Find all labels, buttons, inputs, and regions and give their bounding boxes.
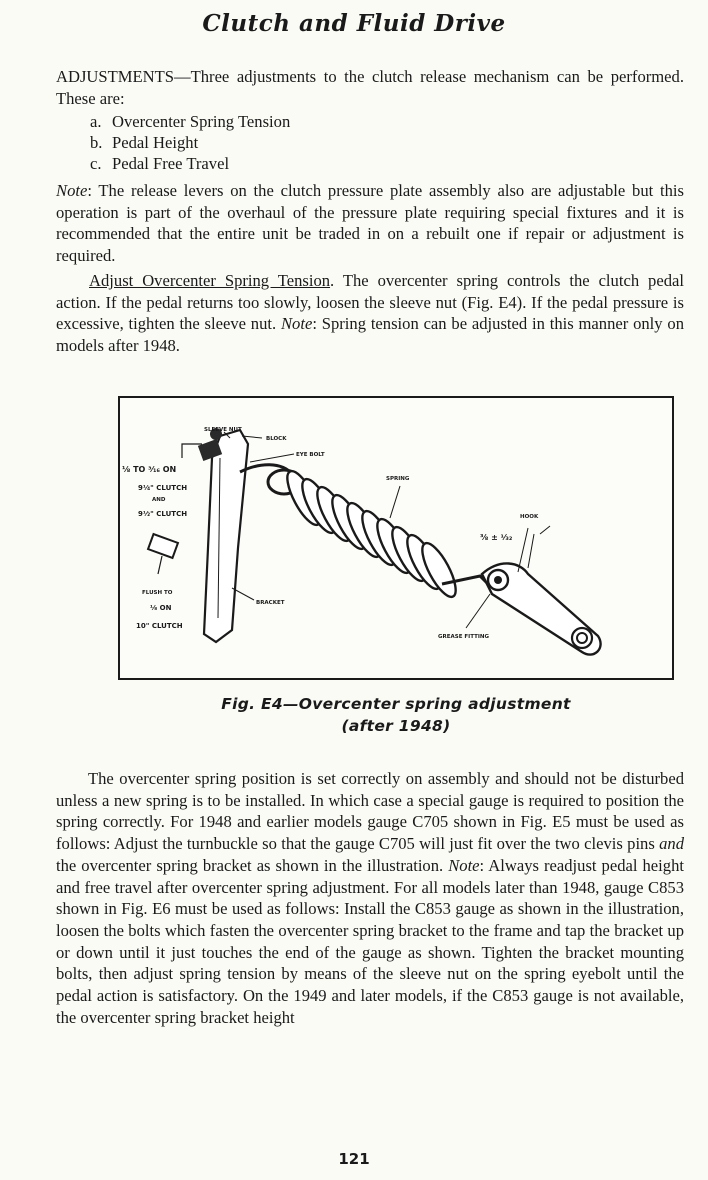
list-item (90, 132, 290, 153)
note-text: : The release levers on the clutch pressure plate assembly also are adjustable but this operation is part of the overhaul of the pressure plate requiring special fixtures and it is recommended that the entire unit be traded in on a rebuilt one if repair or adjustment is required. (56, 181, 684, 265)
spring-paragraph (56, 270, 684, 356)
label-dim3: 10" CLUTCH (136, 622, 183, 630)
emphasis-and: and (659, 834, 684, 854)
section-text: . The overcenter spring controls the clutch pedal action. If the pedal returns too slowly, loosen the sleeve nut (Fig. E4). If the pedal pressure is excessive, tighten the sleeve nut. (56, 271, 684, 333)
page-number: 121 (338, 1150, 370, 1168)
label-bracket: BRACKET (256, 600, 285, 606)
label-flush2: ⅛ ON (150, 604, 172, 612)
list-letter: a. (90, 112, 102, 131)
body-text: : Always readjust pedal height and free travel after overcenter spring adjustment. For all models later than 1948, gauge C853 shown in Fig. E6 must be used as follows: Install the C853 gauge as shown in the illustration, loosen the bolts which fasten the overcenter spring bracket to the frame and tap the bracket up or down until it just touches the end of the gauge as shown. Tighten the bracket mounting bolts, then adjust spring tension by means of the sleeve nut on the spring eyebolt until the pedal action is satisfactory. On the 1949 and later models, if the C853 gauge is not available, the overcenter spring bracket height (56, 855, 684, 1027)
list-label: Pedal Free Travel (112, 154, 230, 173)
figure-caption-sub: (after 1948) (341, 717, 451, 735)
label-dim2: 9¹⁄₂" CLUTCH (138, 510, 188, 518)
label-flush: FLUSH TO (142, 590, 173, 596)
coil-spring (281, 467, 462, 601)
list-label: Pedal Height (112, 133, 199, 152)
section-heading: Adjust Overcenter Spring Tension (89, 271, 331, 290)
label-gap: ⅜ ± ¹⁄₃₂ (480, 533, 513, 542)
list-letter: c. (90, 154, 102, 173)
label-sleeve-nut: SLEEVE NUT (204, 427, 242, 433)
fitting-detail (148, 534, 178, 558)
spring-diagram (120, 398, 672, 678)
adjustment-list (90, 111, 290, 174)
figure-caption: Fig. E4—Overcenter spring adjustment (221, 695, 571, 713)
note-text: : Spring tension can be adjusted in this manner only on models after 1948. (56, 314, 684, 355)
note-label: Note (56, 181, 88, 200)
label-spring: SPRING (386, 476, 410, 482)
body-text: the overcenter spring bracket as shown in the illustration. (56, 855, 449, 875)
running-head: Clutch and Fluid Drive (202, 10, 506, 37)
note-label: Note (448, 855, 480, 875)
body-paragraph (56, 768, 684, 1028)
note-label: Note (280, 314, 313, 333)
label-hook: HOOK (520, 514, 539, 520)
label-grease-fitting: GREASE FITTING (438, 634, 489, 640)
list-item (90, 153, 290, 174)
label-dim1: 9¹⁄₄" CLUTCH (138, 484, 188, 492)
list-label: Overcenter Spring Tension (112, 112, 291, 131)
list-item (90, 111, 290, 132)
body-text: The overcenter spring position is set correctly on assembly and should not be disturbed unless a new spring is to be installed. In which case a special gauge is required to position the spring correctly. For 1948 and earlier models gauge C705 shown in Fig. E5 must be used as follows: Adjust the turnbuckle so that the gauge C705 will just fit over the two clevis pins (56, 769, 684, 854)
label-eye-bolt: EYE BOLT (296, 452, 325, 458)
pedal-lever (204, 430, 248, 642)
label-range: ⅛ TO ³⁄₁₆ ON (122, 465, 177, 474)
intro-paragraph: ADJUSTMENTS—Three adjustments to the clutch release mechanism can be performed. These are: (56, 67, 684, 108)
figure-e4 (118, 396, 674, 680)
label-block: BLOCK (266, 436, 287, 442)
note-paragraph (56, 180, 684, 266)
label-and: AND (152, 497, 166, 503)
list-letter: b. (90, 133, 103, 152)
